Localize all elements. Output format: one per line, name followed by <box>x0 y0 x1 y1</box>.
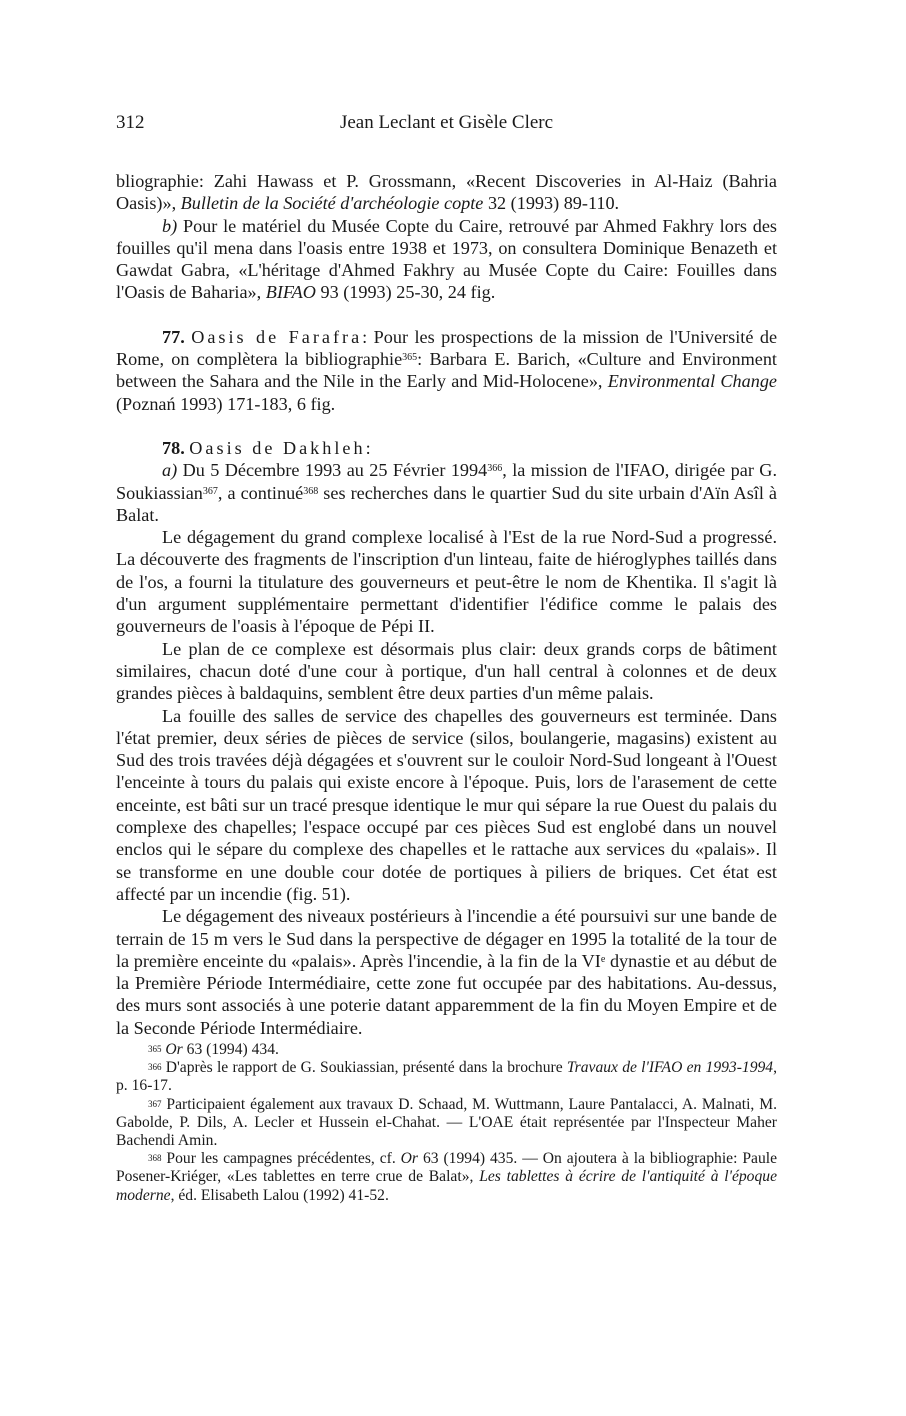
text: : Pour les prospections de la mission de l'Université de Rome, on complètera la bibliographie <box>116 326 778 370</box>
section-number: 77. <box>162 326 185 347</box>
section-title: Oasis de Dakhleh: <box>189 437 374 458</box>
journal-title: Bulletin de la Société d'archéologie copte <box>180 193 484 214</box>
running-header <box>116 112 777 142</box>
text: D'après le rapport de G. Soukiassian, présenté dans la brochure <box>161 1059 567 1077</box>
section-number: 78. <box>162 437 185 458</box>
footnote-366 <box>116 1059 777 1095</box>
text: , éd. Elisabeth Lalou (1992) 41-52. <box>170 1186 389 1204</box>
paragraph-b <box>116 215 777 304</box>
running-title: Jean Leclant et Gisèle Clerc <box>339 112 554 133</box>
section-77 <box>116 326 777 415</box>
item-label: a) <box>162 460 178 481</box>
publication-title: Travaux de l'IFAO en 1993-1994 <box>566 1059 774 1077</box>
paragraph <box>116 905 777 1039</box>
text: 63 (1994) 435. — On ajoutera à la bibliographie: Paule Posener-Kriéger, «Les tablettes en terre crue de Balat», <box>116 1150 777 1186</box>
text: dynastie et au début de la Première Période Intermédiaire, cette zone fut occupée par des habitations. Au-dessus, des murs sont associés à une poterie datant apparemment de la fin du Moyen Empire et de la Seconde Période Intermédiaire. <box>116 950 777 1038</box>
text: , la mission de l'IFAO, dirigée par G. Soukiassian <box>116 460 777 503</box>
text: Participaient également aux travaux D. Schaad, M. Wuttmann, Laure Pantalacci, A. Malnati, M. Gabolde, P. Dils, A. Lecler et Hussein el-Chahat. — L'OAE était représentée par l'Inspecteur Maher Bachendi Amin. <box>116 1095 777 1150</box>
journal-title: Environmental Change <box>607 371 777 392</box>
text: (Poznań 1993) 171-183, 6 fig. <box>116 393 336 414</box>
journal-title: BIFAO <box>265 282 316 303</box>
footnote-number: 365 <box>148 1044 162 1054</box>
section-title: Oasis de Farafra <box>191 326 363 347</box>
continued-paragraph <box>116 170 777 215</box>
footnotes <box>116 1041 777 1205</box>
footnote-367 <box>116 1096 777 1151</box>
paragraph: Le plan de ce complexe est désormais plus clair: deux grands corps de bâtiment similaires, chacun doté d'une cour à portique, d'un hall central à colonnes et de deux grandes pièces à baldaquins, semblent être deux parties d'un même palais. <box>116 638 777 704</box>
text: 63 (1994) 434. <box>182 1041 279 1058</box>
journal-title: Or <box>400 1150 419 1168</box>
footnote-365 <box>116 1041 777 1059</box>
footnote-ref[interactable]: 366 <box>487 463 503 475</box>
text: ses recherches dans le quartier Sud du site urbain d'Aïn Asîl à Balat. <box>116 482 778 525</box>
text: 93 (1993) 25-30, 24 fig. <box>315 282 496 303</box>
paragraph-a <box>116 459 777 526</box>
spacer <box>116 304 777 326</box>
footnote-ref[interactable]: 368 <box>303 485 319 497</box>
text: : Barbara E. Barich, «Culture and Environment between the Sahara and the Nile in the Early and Mid-Holocene», <box>116 349 777 392</box>
footnote-ref[interactable]: 365 <box>402 352 418 364</box>
text: Pour les campagnes précédentes, cf. <box>161 1150 401 1168</box>
item-label: b) <box>162 215 178 236</box>
text: 32 (1993) 89-110. <box>483 193 620 214</box>
text: Le dégagement des niveaux postérieurs à l'incendie a été poursuivi sur une bande de terrain de 15 m vers le Sud dans la perspective de dégager en 1995 la totalité de la tour de la première enceinte du «palais». Après l'incendie, à la fin de la VI <box>116 906 777 971</box>
page <box>116 112 777 1039</box>
footnote-number: 367 <box>148 1098 162 1109</box>
footnote-ref[interactable]: 367 <box>202 485 218 497</box>
ordinal-superscript: e <box>600 953 606 965</box>
text: Pour le matériel du Musée Copte du Caire, retrouvé par Ahmed Fakhry lors des fouilles qu'il mena dans l'oasis entre 1938 et 1973, on consultera Dominique Benazeth et Gawdat Gabra, «L'héritage d'Ahmed Fakhry au Musée Copte du Caire: Fouilles dans l'Oasis de Baharia», <box>116 215 777 303</box>
paragraph: La fouille des salles de service des chapelles des gouverneurs est terminée. Dans l'état premier, deux séries de pièces de service (silos, boulangerie, magasins) existent au Sud des trois travées déjà dégagées et s'ouvrent sur le couloir Nord-Sud longeant à l'Ouest l'enceinte à tours du palais qui existe encore à l'époque. Puis, lors de l'arasement de cette enceinte, est bâti sur un tracé presque identique le mur qui sépare la rue Ouest du palais du complexe des chapelles; l'espace occupé par ces pièces Sud est englobé dans un nouvel enclos qui le sépare du complexe des chapelles et le rattache aux services du «palais». Il se transforme en une double cour dotée de portiques à piliers de briques. Cet état est affecté par un incendie (fig. 51). <box>116 705 777 904</box>
footnote-368 <box>116 1150 777 1205</box>
text: Du 5 Décembre 1993 au 25 Février 1994 <box>177 460 488 481</box>
journal-title: Or <box>165 1041 183 1058</box>
page-number: 312 <box>116 112 145 133</box>
footnote-number: 368 <box>148 1153 162 1164</box>
main-text <box>116 170 777 1039</box>
spacer <box>116 415 777 437</box>
section-78-heading <box>116 437 777 459</box>
text: , a continué <box>217 482 304 503</box>
book-title: Les tablettes à écrire de l'antiquité à l'époque moderne <box>116 1168 777 1204</box>
footnote-number: 366 <box>148 1062 162 1073</box>
paragraph: Le dégagement du grand complexe localisé à l'Est de la rue Nord-Sud a progressé. La découverte des fragments de l'inscription d'un linteau, faite de hiéroglyphes taillés dans de l'os, a fourni la titulature des gouverneurs et peut-être le nom de Khentika. Il s'agit là d'un argument supplémentaire permettant d'identifier l'édifice comme le palais des gouverneurs de l'oasis à l'époque de Pépi II. <box>116 527 777 637</box>
text: , p. 16-17. <box>116 1059 777 1095</box>
text: bliographie: Zahi Hawass et P. Grossmann, «Recent Discoveries in Al-Haiz (Bahria Oasis)», <box>116 171 777 214</box>
